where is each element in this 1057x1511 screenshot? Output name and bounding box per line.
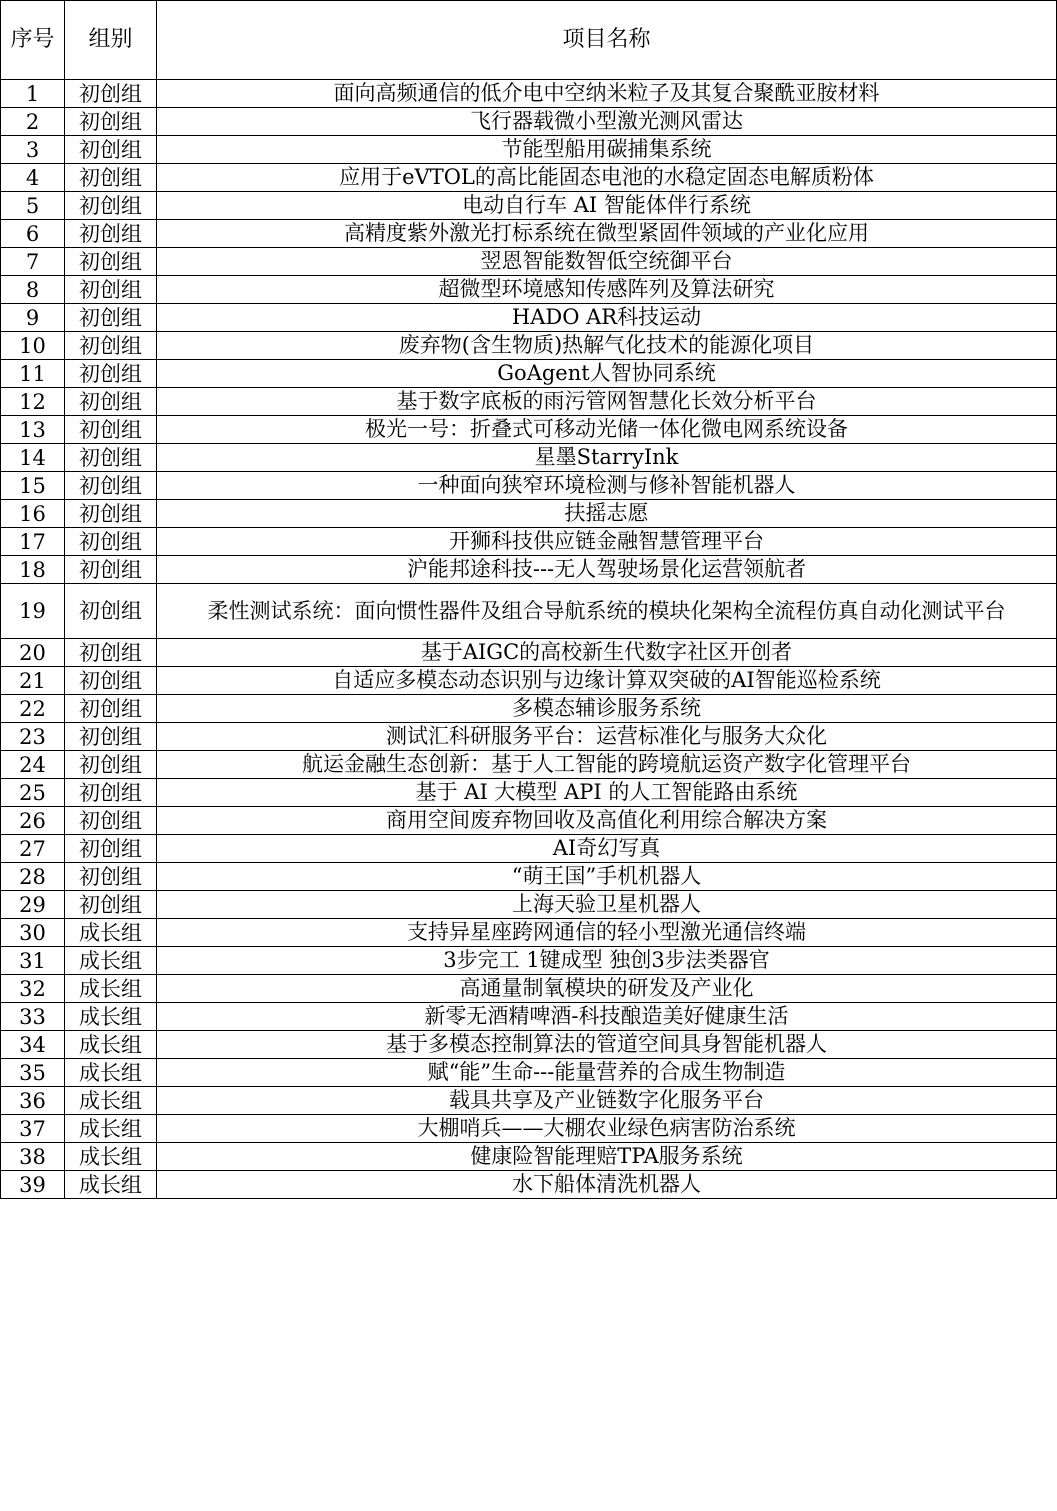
- cell-group: 初创组: [65, 667, 157, 695]
- table-row: [1, 500, 1057, 528]
- cell-index: 33: [1, 1003, 65, 1031]
- cell-group: 初创组: [65, 556, 157, 584]
- table-row: [1, 360, 1057, 388]
- cell-project-name: 扶摇志愿: [157, 500, 1057, 528]
- cell-group: 初创组: [65, 584, 157, 639]
- cell-group: 初创组: [65, 639, 157, 667]
- table-row: [1, 807, 1057, 835]
- cell-group: 初创组: [65, 835, 157, 863]
- cell-index: 13: [1, 416, 65, 444]
- cell-index: 36: [1, 1087, 65, 1115]
- table-row: [1, 108, 1057, 136]
- cell-project-name: 柔性测试系统：面向惯性器件及组合导航系统的模块化架构全流程仿真自动化测试平台: [157, 584, 1057, 639]
- cell-index: 4: [1, 164, 65, 192]
- cell-index: 11: [1, 360, 65, 388]
- table-row: [1, 695, 1057, 723]
- cell-group: 成长组: [65, 1171, 157, 1199]
- cell-project-name: 支持异星座跨网通信的轻小型激光通信终端: [157, 919, 1057, 947]
- cell-project-name: 极光一号：折叠式可移动光储一体化微电网系统设备: [157, 416, 1057, 444]
- table-row: [1, 584, 1057, 639]
- cell-group: 初创组: [65, 360, 157, 388]
- cell-group: 成长组: [65, 1003, 157, 1031]
- cell-group: 初创组: [65, 807, 157, 835]
- cell-project-name: 废弃物(含生物质)热解气化技术的能源化项目: [157, 332, 1057, 360]
- cell-project-name: 沪能邦途科技---无人驾驶场景化运营领航者: [157, 556, 1057, 584]
- table-row: [1, 975, 1057, 1003]
- cell-index: 23: [1, 723, 65, 751]
- table-row: [1, 136, 1057, 164]
- cell-index: 24: [1, 751, 65, 779]
- cell-index: 21: [1, 667, 65, 695]
- cell-index: 3: [1, 136, 65, 164]
- cell-group: 初创组: [65, 528, 157, 556]
- table-row: [1, 444, 1057, 472]
- cell-group: 初创组: [65, 136, 157, 164]
- cell-group: 初创组: [65, 388, 157, 416]
- table-row: [1, 863, 1057, 891]
- table-row: [1, 891, 1057, 919]
- cell-group: 初创组: [65, 80, 157, 108]
- table-row: [1, 1031, 1057, 1059]
- table-row: [1, 1087, 1057, 1115]
- cell-group: 初创组: [65, 248, 157, 276]
- table-body: [1, 80, 1057, 1199]
- cell-index: 18: [1, 556, 65, 584]
- cell-project-name: 开狮科技供应链金融智慧管理平台: [157, 528, 1057, 556]
- table-row: [1, 472, 1057, 500]
- table-row: [1, 779, 1057, 807]
- table-row: [1, 835, 1057, 863]
- table-row: [1, 248, 1057, 276]
- header-project-name: 项目名称: [157, 1, 1057, 80]
- cell-index: 27: [1, 835, 65, 863]
- cell-index: 7: [1, 248, 65, 276]
- cell-index: 9: [1, 304, 65, 332]
- table-row: [1, 667, 1057, 695]
- table-row: [1, 1115, 1057, 1143]
- cell-project-name: AI奇幻写真: [157, 835, 1057, 863]
- cell-project-name: 新零无酒精啤酒-科技酿造美好健康生活: [157, 1003, 1057, 1031]
- cell-index: 31: [1, 947, 65, 975]
- cell-index: 30: [1, 919, 65, 947]
- cell-project-name: 载具共享及产业链数字化服务平台: [157, 1087, 1057, 1115]
- table-row: [1, 947, 1057, 975]
- cell-index: 19: [1, 584, 65, 639]
- table-row: [1, 388, 1057, 416]
- cell-group: 成长组: [65, 1087, 157, 1115]
- table-row: [1, 164, 1057, 192]
- cell-project-name: 面向高频通信的低介电中空纳米粒子及其复合聚酰亚胺材料: [157, 80, 1057, 108]
- cell-project-name: 赋“能”生命---能量营养的合成生物制造: [157, 1059, 1057, 1087]
- cell-index: 29: [1, 891, 65, 919]
- table-row: [1, 1143, 1057, 1171]
- table-row: [1, 332, 1057, 360]
- cell-group: 成长组: [65, 1143, 157, 1171]
- cell-group: 初创组: [65, 891, 157, 919]
- cell-project-name: 测试汇科研服务平台：运营标准化与服务大众化: [157, 723, 1057, 751]
- header-index: 序号: [1, 1, 65, 80]
- cell-project-name: 星墨StarryInk: [157, 444, 1057, 472]
- cell-project-name: 翌恩智能数智低空统御平台: [157, 248, 1057, 276]
- cell-project-name: 大棚哨兵——大棚农业绿色病害防治系统: [157, 1115, 1057, 1143]
- cell-project-name: 上海天验卫星机器人: [157, 891, 1057, 919]
- cell-project-name: 节能型船用碳捕集系统: [157, 136, 1057, 164]
- cell-project-name: 飞行器载微小型激光测风雷达: [157, 108, 1057, 136]
- table-row: [1, 1171, 1057, 1199]
- table-row: [1, 304, 1057, 332]
- cell-index: 34: [1, 1031, 65, 1059]
- cell-index: 1: [1, 80, 65, 108]
- cell-project-name: 水下船体清洗机器人: [157, 1171, 1057, 1199]
- cell-group: 初创组: [65, 723, 157, 751]
- table-row: [1, 1003, 1057, 1031]
- cell-index: 12: [1, 388, 65, 416]
- cell-project-name: 健康险智能理赔TPA服务系统: [157, 1143, 1057, 1171]
- cell-index: 17: [1, 528, 65, 556]
- cell-index: 8: [1, 276, 65, 304]
- cell-index: 2: [1, 108, 65, 136]
- cell-index: 26: [1, 807, 65, 835]
- cell-index: 10: [1, 332, 65, 360]
- table-row: [1, 80, 1057, 108]
- cell-index: 14: [1, 444, 65, 472]
- table-row: [1, 276, 1057, 304]
- cell-group: 初创组: [65, 276, 157, 304]
- cell-project-name: “萌王国”手机机器人: [157, 863, 1057, 891]
- table-row: [1, 751, 1057, 779]
- cell-group: 成长组: [65, 919, 157, 947]
- cell-project-name: 基于多模态控制算法的管道空间具身智能机器人: [157, 1031, 1057, 1059]
- table-row: [1, 416, 1057, 444]
- cell-index: 37: [1, 1115, 65, 1143]
- cell-project-name: 一种面向狭窄环境检测与修补智能机器人: [157, 472, 1057, 500]
- cell-project-name: 超微型环境感知传感阵列及算法研究: [157, 276, 1057, 304]
- cell-index: 15: [1, 472, 65, 500]
- cell-project-name: 高精度紫外激光打标系统在微型紧固件领域的产业化应用: [157, 220, 1057, 248]
- cell-group: 初创组: [65, 108, 157, 136]
- header-row: [1, 1, 1057, 80]
- header-group: 组别: [65, 1, 157, 80]
- cell-project-name: 商用空间废弃物回收及高值化利用综合解决方案: [157, 807, 1057, 835]
- cell-index: 39: [1, 1171, 65, 1199]
- cell-project-name: 电动自行车 AI 智能体伴行系统: [157, 192, 1057, 220]
- cell-project-name: GoAgent人智协同系统: [157, 360, 1057, 388]
- table-row: [1, 919, 1057, 947]
- table-row: [1, 528, 1057, 556]
- cell-index: 20: [1, 639, 65, 667]
- cell-group: 成长组: [65, 975, 157, 1003]
- cell-index: 25: [1, 779, 65, 807]
- cell-group: 初创组: [65, 220, 157, 248]
- table-row: [1, 639, 1057, 667]
- cell-group: 初创组: [65, 192, 157, 220]
- cell-group: 初创组: [65, 416, 157, 444]
- cell-index: 28: [1, 863, 65, 891]
- cell-project-name: 应用于eVTOL的高比能固态电池的水稳定固态电解质粉体: [157, 164, 1057, 192]
- cell-group: 初创组: [65, 500, 157, 528]
- table-row: [1, 723, 1057, 751]
- cell-group: 初创组: [65, 164, 157, 192]
- table-row: [1, 192, 1057, 220]
- table-row: [1, 556, 1057, 584]
- cell-project-name: 3步完工 1键成型 独创3步法类器官: [157, 947, 1057, 975]
- cell-index: 5: [1, 192, 65, 220]
- cell-index: 16: [1, 500, 65, 528]
- cell-group: 初创组: [65, 444, 157, 472]
- cell-index: 6: [1, 220, 65, 248]
- cell-group: 初创组: [65, 304, 157, 332]
- cell-project-name: 航运金融生态创新：基于人工智能的跨境航运资产数字化管理平台: [157, 751, 1057, 779]
- cell-project-name: 自适应多模态动态识别与边缘计算双突破的AI智能巡检系统: [157, 667, 1057, 695]
- cell-group: 初创组: [65, 751, 157, 779]
- cell-project-name: 多模态辅诊服务系统: [157, 695, 1057, 723]
- cell-index: 38: [1, 1143, 65, 1171]
- cell-project-name: HADO AR科技运动: [157, 304, 1057, 332]
- cell-group: 初创组: [65, 472, 157, 500]
- cell-group: 初创组: [65, 863, 157, 891]
- cell-project-name: 高通量制氧模块的研发及产业化: [157, 975, 1057, 1003]
- table-row: [1, 1059, 1057, 1087]
- cell-index: 22: [1, 695, 65, 723]
- table-row: [1, 220, 1057, 248]
- cell-group: 成长组: [65, 1059, 157, 1087]
- cell-index: 32: [1, 975, 65, 1003]
- cell-group: 初创组: [65, 332, 157, 360]
- cell-project-name: 基于AIGC的高校新生代数字社区开创者: [157, 639, 1057, 667]
- cell-group: 成长组: [65, 947, 157, 975]
- cell-group: 初创组: [65, 695, 157, 723]
- cell-index: 35: [1, 1059, 65, 1087]
- cell-group: 成长组: [65, 1115, 157, 1143]
- cell-group: 成长组: [65, 1031, 157, 1059]
- cell-project-name: 基于 AI 大模型 API 的人工智能路由系统: [157, 779, 1057, 807]
- cell-group: 初创组: [65, 779, 157, 807]
- cell-project-name: 基于数字底板的雨污管网智慧化长效分析平台: [157, 388, 1057, 416]
